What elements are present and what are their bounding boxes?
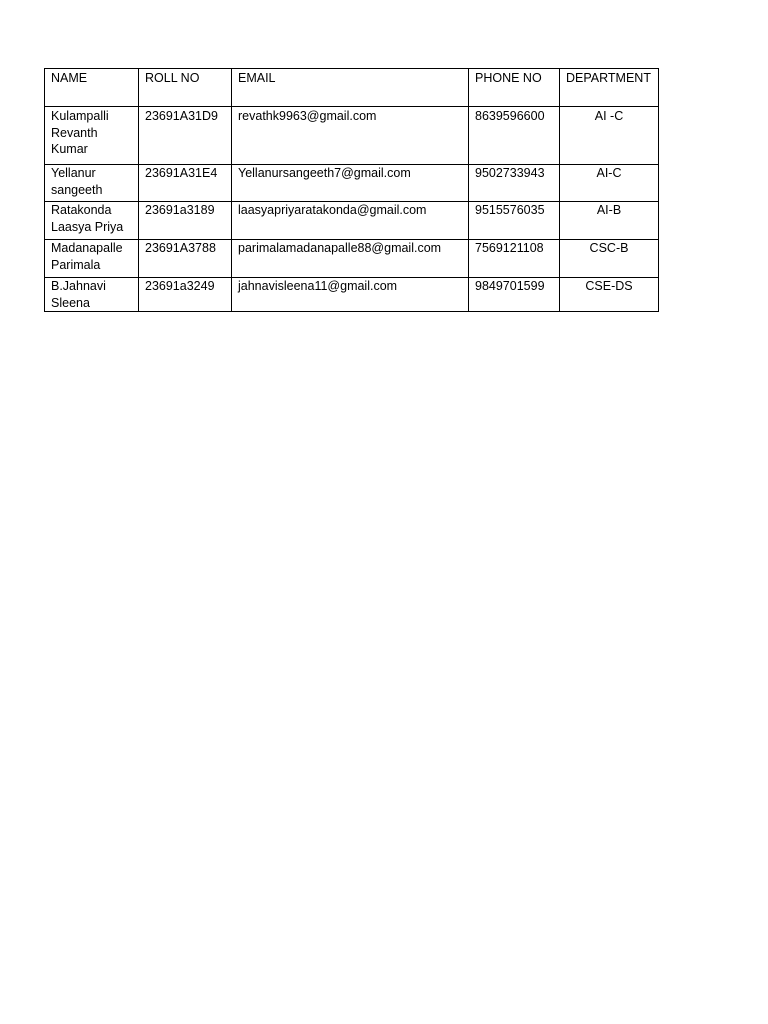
- cell-phone-no: 8639596600: [469, 107, 560, 165]
- cell-name: [45, 107, 139, 165]
- name-line: Ratakonda: [51, 203, 112, 217]
- cell-email: revathk9963@gmail.com: [232, 107, 469, 165]
- cell-email: parimalamadanapalle88@gmail.com: [232, 240, 469, 278]
- cell-name: [45, 202, 139, 240]
- cell-name: [45, 165, 139, 202]
- name-line: Laasya Priya: [51, 219, 124, 234]
- table-row: [45, 202, 659, 240]
- table-row: [45, 278, 659, 312]
- cell-email: laasyapriyaratakonda@gmail.com: [232, 202, 469, 240]
- table-row: [45, 107, 659, 165]
- name-line: sangeeth: [51, 182, 103, 197]
- cell-email: Yellanursangeeth7@gmail.com: [232, 165, 469, 202]
- cell-phone-no: 7569121108: [469, 240, 560, 278]
- name-line: Kulampalli: [51, 109, 109, 123]
- header-roll-no: ROLL NO: [139, 69, 232, 107]
- cell-phone-no: 9502733943: [469, 165, 560, 202]
- name-line: Revanth: [51, 125, 98, 140]
- cell-roll-no: 23691A3788: [139, 240, 232, 278]
- name-line: Yellanur: [51, 166, 96, 180]
- student-table: [44, 68, 659, 312]
- table-row: [45, 240, 659, 278]
- header-department: DEPARTMENT: [560, 69, 659, 107]
- name-line: Madanapalle: [51, 241, 123, 255]
- name-line: Parimala: [51, 257, 101, 272]
- cell-department: AI-B: [560, 202, 659, 240]
- header-email: EMAIL: [232, 69, 469, 107]
- cell-department: AI -C: [560, 107, 659, 165]
- cell-roll-no: 23691A31E4: [139, 165, 232, 202]
- name-line: Sleena: [51, 295, 90, 310]
- header-name: NAME: [45, 69, 139, 107]
- cell-phone-no: 9515576035: [469, 202, 560, 240]
- cell-phone-no: 9849701599: [469, 278, 560, 312]
- cell-roll-no: 23691A31D9: [139, 107, 232, 165]
- cell-department: AI-C: [560, 165, 659, 202]
- cell-roll-no: 23691a3189: [139, 202, 232, 240]
- cell-name: [45, 278, 139, 312]
- table-row: [45, 165, 659, 202]
- name-line: Kumar: [51, 142, 88, 156]
- table-header-row: [45, 69, 659, 107]
- cell-name: [45, 240, 139, 278]
- cell-department: CSC-B: [560, 240, 659, 278]
- cell-roll-no: 23691a3249: [139, 278, 232, 312]
- cell-email: jahnavisleena11@gmail.com: [232, 278, 469, 312]
- header-phone-no: PHONE NO: [469, 69, 560, 107]
- name-line: B.Jahnavi: [51, 279, 106, 293]
- cell-department: CSE-DS: [560, 278, 659, 312]
